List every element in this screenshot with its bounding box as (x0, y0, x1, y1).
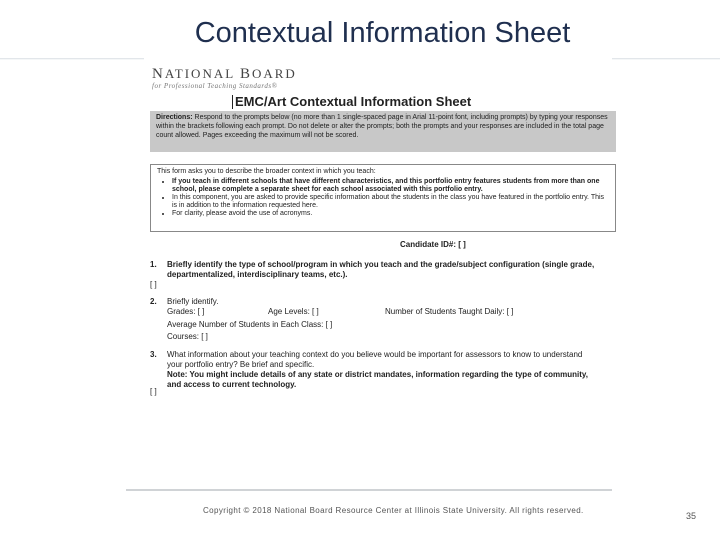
students-daily-field: Number of Students Taught Daily: [ ] (385, 307, 514, 316)
directions-box (150, 111, 616, 152)
question-text (167, 350, 597, 390)
candidate-id-field: Candidate ID#: [ ] (400, 240, 466, 249)
question-number: 3. (150, 350, 157, 359)
question-number: 1. (150, 260, 157, 269)
age-levels-field: Age Levels: [ ] (268, 307, 319, 316)
logo-word-ational: ATIONAL (164, 66, 240, 81)
directions-text: Respond to the prompts below (no more than 1 single-spaced page in Arial 11-point font, including prompts) by typing your responses within the brackets following each prompt. Do not delete or alter the prompts; both the prompts and your responses are included in the total page count allowed. Pages exceeding the maximum will not be scored. (156, 114, 608, 139)
directions-label: Directions: (156, 114, 193, 121)
sheet-title: EMC/Art Contextual Information Sheet (232, 95, 471, 109)
logo-letter-n: N (152, 66, 165, 82)
document-image (144, 58, 612, 490)
copyright-footer: Copyright © 2018 National Board Resource Center at Illinois State University. All rights reserved. (203, 506, 584, 515)
response-bracket: [ ] (150, 387, 157, 396)
nbpts-logo (152, 66, 297, 83)
average-students-field: Average Number of Students in Each Class: [ ] (167, 320, 333, 329)
question-prompt: What information about your teaching context do you believe would be important for assessors to know to understand your portfolio entry? Be brief and specific. (167, 350, 583, 369)
logo-tagline: for Professional Teaching Standards® (152, 82, 278, 90)
context-bullet: • If you teach in different schools that have different characteristics, and this portfolio entry features students from more than one school, please complete a separate sheet for each school associated with this portfolio entry. (172, 178, 609, 194)
logo-letter-b: B (239, 66, 252, 82)
document-bottom-edge (126, 489, 612, 491)
slide-title: Contextual Information Sheet (194, 17, 571, 49)
context-bullet-list (157, 178, 609, 218)
question-note: Note: You might include details of any state or district mandates, information regarding the type of community, and access to current technology. (167, 370, 588, 389)
logo-word-oard: OARD (251, 66, 297, 81)
question-text: Briefly identify the type of school/program in which you teach and the grade/subject configuration (single grade, departmentalized, interdisciplinary teams, etc.). (167, 260, 595, 279)
page-number: 35 (686, 511, 697, 521)
question-number: 2. (150, 297, 157, 306)
question-1 (150, 260, 595, 279)
question-2 (150, 297, 219, 307)
grades-field: Grades: [ ] (167, 307, 205, 316)
response-bracket: [ ] (150, 280, 157, 289)
context-bullet: • In this component, you are asked to provide specific information about the students in the class you have featured in the portfolio entry. This is in addition to the information requested here. (172, 194, 609, 210)
courses-field: Courses: [ ] (167, 332, 208, 341)
context-intro: This form asks you to describe the broader context in which you teach: (157, 168, 376, 175)
context-bullet: • For clarity, please avoid the use of acronyms. (172, 210, 609, 218)
context-box (150, 164, 616, 232)
question-text: Briefly identify. (167, 297, 219, 306)
question-3 (150, 350, 588, 389)
